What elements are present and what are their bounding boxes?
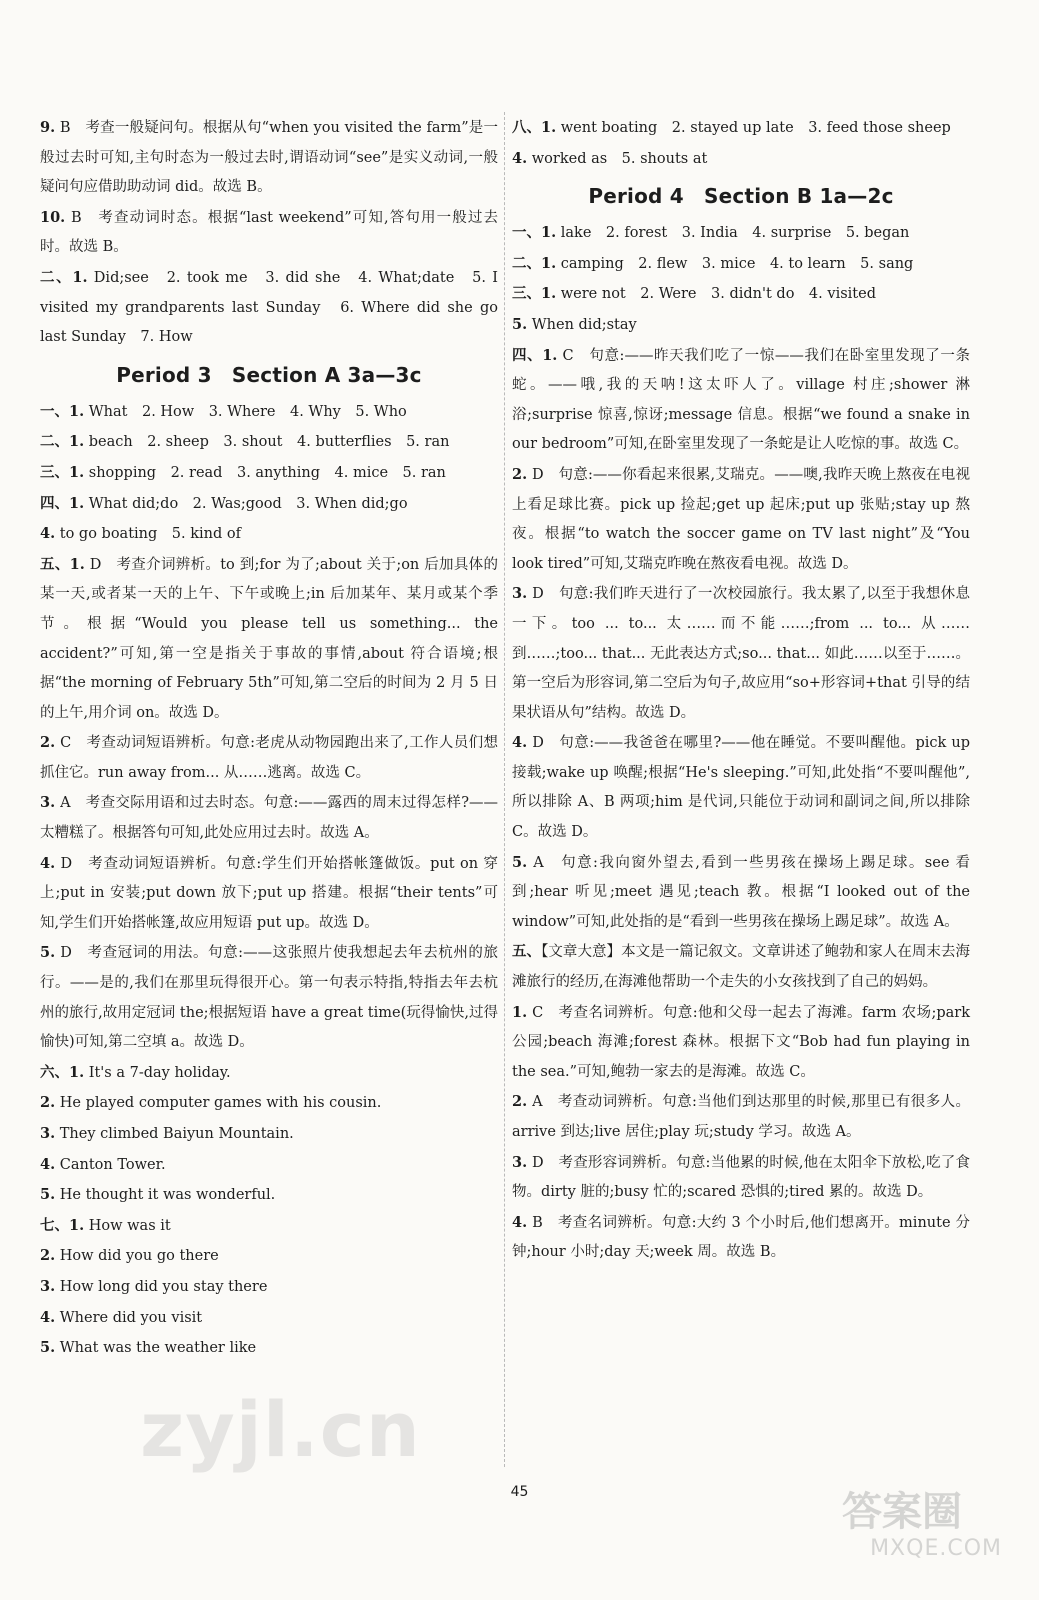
answer-line: [40, 1333, 498, 1364]
question-number: 五、: [512, 943, 542, 961]
answer-text: 【文章大意】本文是一篇记叙文。文章讲述了鲍勃和家人在周末去海滩旅行的经历,在海滩他帮助一个走失的小女孩找到了自己的妈妈。: [512, 944, 971, 991]
answer-text: He played computer games with his cousin.: [55, 1095, 382, 1112]
answer-line: [512, 1208, 970, 1268]
question-number: 3.: [40, 794, 56, 812]
answer-line: [512, 937, 970, 997]
answer-line: [512, 144, 970, 175]
answer-text: A 句意:我向窗外望去,看到一些男孩在操场上踢足球。see 看到;hear 听见;meet 遇见;teach 教。根据“I looked out of the window”可知,此处指的是“看到一些男孩在操场上踢足球”。故选 A。: [512, 854, 970, 930]
answer-text: lake 2. forest 3. India 4. surprise 5. began: [556, 225, 910, 242]
question-number: 一、1.: [40, 402, 85, 420]
watermark-logo: [842, 1488, 1002, 1561]
answer-text: They climbed Baiyun Mountain.: [55, 1126, 294, 1142]
answer-line: [512, 460, 970, 579]
question-number: 一、1.: [512, 224, 557, 242]
answer-line: [40, 203, 498, 263]
answer-line: [512, 341, 970, 460]
answer-line: [40, 1088, 498, 1119]
question-number: 5.: [512, 853, 528, 871]
question-number: 2.: [512, 1093, 528, 1111]
question-number: 三、1.: [512, 285, 557, 303]
answer-text: What was the weather like: [55, 1340, 257, 1357]
answer-text: D 句意:——你看起来很累,艾瑞克。——噢,我昨天晚上熬夜在电视上看足球比赛。pick up 捡起;get up 起床;put up 张贴;stay up 熬夜。根据“to watch the soccer game on TV last night”及“You look tired”可知,艾瑞克昨晚在熬夜看电视。故选 D。: [512, 466, 970, 572]
question-number: 五、1.: [40, 555, 85, 573]
question-number: 三、1.: [40, 463, 85, 481]
answer-line: [40, 550, 498, 729]
answer-line: [512, 848, 970, 938]
answer-line: [512, 279, 970, 310]
answer-text: What 2. How 3. Where 4. Why 5. Who: [84, 403, 407, 420]
watermark-site: zyjl.cn: [140, 1385, 421, 1474]
section-title: Period 4 Section B 1a—2c: [588, 184, 894, 209]
answer-line: [512, 1148, 970, 1208]
question-number: 2.: [40, 1094, 56, 1112]
answer-line: [512, 1087, 970, 1147]
answer-line: [40, 1180, 498, 1211]
question-number: 2.: [40, 734, 56, 752]
question-number: 9.: [40, 119, 56, 136]
answer-text: went boating 2. stayed up late 3. feed those sheep: [556, 120, 951, 136]
answer-line: [40, 519, 498, 550]
answer-text: C 考查名词辨析。句意:他和父母一起去了海滩。farm 农场;park 公园;beach 海滩;forest 森林。根据下文“Bob had fun playing in the sea.”可知,鲍勃一家去的是海滩。故选 C。: [512, 1004, 970, 1080]
question-number: 七、1.: [40, 1216, 85, 1234]
answer-text: Where did you visit: [55, 1309, 203, 1326]
answer-text: B 考查一般疑问句。根据从句“when you visited the farm”是一般过去时可知,主句时态为一般过去时,谓语动词“see”是实义动词,一般疑问句应借助助动词 did。故选 B。: [40, 120, 498, 196]
answer-text: How long did you stay there: [55, 1278, 268, 1295]
question-number: 二、1.: [40, 268, 88, 286]
question-number: 4.: [40, 1308, 56, 1326]
answer-text: He thought it was wonderful.: [55, 1187, 276, 1204]
answer-line: [40, 1303, 498, 1334]
question-number: 二、1.: [512, 254, 557, 272]
column-divider: [504, 112, 505, 1467]
answer-line: [40, 1272, 498, 1303]
answer-text: Did;see 2. took me 3. did she 4. What;date 5. I visited my grandparents last Sunday 6. Where did she go last Sunday 7. How: [40, 269, 499, 346]
question-number: 四、1.: [40, 494, 85, 512]
question-number: 4.: [40, 1155, 56, 1173]
answer-line: [512, 113, 970, 144]
left-column: [40, 113, 498, 1364]
page-number: 45: [510, 1484, 529, 1500]
answer-line: [40, 458, 498, 489]
question-number: 3.: [512, 1153, 528, 1171]
answer-line: [40, 788, 498, 848]
answer-text: shopping 2. read 3. anything 4. mice 5. ran: [84, 464, 446, 481]
answer-text: When did;stay: [527, 316, 637, 333]
answer-line: [40, 728, 498, 788]
answer-text: How was it: [84, 1217, 171, 1234]
answer-line: [40, 1211, 498, 1242]
question-number: 5.: [512, 315, 528, 333]
question-number: 10.: [40, 208, 66, 226]
answer-text: It's a 7-day holiday.: [84, 1064, 231, 1081]
answer-text: beach 2. sheep 3. shout 4. butterflies 5. ran: [84, 434, 450, 451]
right-column: [512, 113, 970, 1268]
section-title: Period 3 Section A 3a—3c: [116, 362, 422, 387]
question-number: 4.: [512, 734, 528, 752]
answer-text: D 考查动词短语辨析。句意:学生们开始搭帐篷做饭。put on 穿上;put in 安装;put down 放下;put up 搭建。根据“their tents”可知,学生们开始搭帐篷,故应用短语 put up。故选 D。: [40, 855, 498, 931]
answer-text: D 句意:我们昨天进行了一次校园旅行。我太累了,以至于我想休息一下。too ... to... 太……而不能……;from ... to... 从……到……;too... that... 无此表达方式;so... that... 如此……以至于……。第一空后为形容词,第二空后为句子,故应用“so+形容词+that 引导的结果状语从句”结构。故选 D。: [512, 586, 970, 721]
answer-text: C 句意:——昨天我们吃了一惊——我们在卧室里发现了一条蛇。——哦,我的天呐!这太吓人了。village 村庄;shower 淋浴;surprise 惊喜,惊讶;message 信息。根据“we found a snake in our bedroom”可知,在卧室里发现了一条蛇是让人吃惊的事。故选 C。: [512, 347, 970, 453]
answer-line: [512, 249, 970, 280]
question-number: 3.: [40, 1125, 56, 1142]
answer-text: D 句意:——我爸爸在哪里?——他在睡觉。不要叫醒他。pick up 接载;wake up 唤醒;根据“He's sleeping.”可知,此处指“不要叫醒他”,所以排除 A、B 两项;him 是代词,只能位于动词和副词之间,所以排除 C。故选 D。: [512, 735, 970, 841]
answer-line: [40, 489, 498, 520]
question-number: 4.: [40, 525, 56, 543]
answer-text: camping 2. flew 3. mice 4. to learn 5. sang: [556, 255, 914, 272]
answer-text: to go boating 5. kind of: [55, 526, 241, 543]
answer-text: A 考查交际用语和过去时态。句意:——露西的周末过得怎样?——太糟糕了。根据答句可知,此处应用过去时。故选 A。: [40, 795, 498, 842]
watermark-logo-text: 答案圈: [842, 1489, 962, 1535]
answer-text: B 考查动词时态。根据“last weekend”可知,答句用一般过去时。故选 B。: [40, 209, 498, 256]
answer-line: [40, 1150, 498, 1181]
answer-text: D 考查介词辨析。to 到;for 为了;about 关于;on 后加具体的某一天,或者某一天的上午、下午或晚上;in 后加某年、某月或某个季节。根据“Would you please tell us something... the accident?”可知,第一空是指关于事故的事情,about 符合语境;根据“the morning of February 5th”可知,第二空后的时间为 2 月 5 日的上午,用介词 on。故选 D。: [40, 556, 498, 721]
answer-text: B 考查名词辨析。句意:大约 3 个小时后,他们想离开。minute 分钟;hour 小时;day 天;week 周。故选 B。: [512, 1214, 970, 1261]
answer-text: What did;do 2. Was;good 3. When did;go: [84, 495, 408, 512]
answer-line: [40, 427, 498, 458]
question-number: 1.: [512, 1003, 528, 1021]
answer-line: [512, 579, 970, 728]
question-number: 5.: [40, 1339, 56, 1357]
question-number: 5.: [40, 944, 56, 962]
answer-text: Canton Tower.: [55, 1156, 166, 1173]
answer-line: [40, 1058, 498, 1089]
answer-line: [40, 1119, 498, 1150]
question-number: 4.: [40, 854, 56, 872]
answer-line: [512, 218, 970, 249]
answer-line: [512, 998, 970, 1088]
answer-text: A 考查动词辨析。句意:当他们到达那里的时候,那里已有很多人。arrive 到达;live 居住;play 玩;study 学习。故选 A。: [512, 1094, 970, 1140]
answer-line: [40, 263, 498, 353]
answer-text: D 考查形容词辨析。句意:当他累的时候,他在太阳伞下放松,吃了食物。dirty 脏的;busy 忙的;scared 恐惧的;tired 累的。故选 D。: [512, 1154, 970, 1201]
answer-line: [40, 849, 498, 939]
question-number: 5.: [40, 1186, 56, 1204]
watermark-logo-url: MXQE.COM: [870, 1536, 1002, 1561]
answer-line: [40, 1241, 498, 1272]
question-number: 八、1.: [512, 119, 557, 136]
question-number: 4.: [512, 149, 528, 167]
question-number: 2.: [40, 1247, 56, 1265]
answer-line: [512, 728, 970, 847]
answer-line: [40, 938, 498, 1057]
answer-text: worked as 5. shouts at: [527, 150, 708, 167]
question-number: 四、1.: [512, 346, 558, 364]
answer-text: were not 2. Were 3. didn't do 4. visited: [556, 286, 876, 303]
answer-line: [40, 397, 498, 428]
question-number: 3.: [40, 1277, 56, 1295]
question-number: 六、1.: [40, 1063, 85, 1081]
answer-text: How did you go there: [55, 1248, 219, 1265]
question-number: 3.: [512, 585, 528, 603]
question-number: 二、1.: [40, 433, 85, 451]
answer-line: [512, 310, 970, 341]
question-number: 4.: [512, 1213, 528, 1231]
question-number: 2.: [512, 465, 528, 483]
answer-text: D 考查冠词的用法。句意:——这张照片使我想起去年去杭州的旅行。——是的,我们在那里玩得很开心。第一句表示特指,特指去年去杭州的旅行,故用定冠词 the;根据短语 have a great time(玩得愉快,过得愉快)可知,第二空填 a。故选 D。: [40, 945, 498, 1051]
answer-text: C 考查动词短语辨析。句意:老虎从动物园跑出来了,工作人员们想抓住它。run away from... 从……逃离。故选 C。: [40, 735, 498, 781]
answer-line: [40, 113, 498, 203]
